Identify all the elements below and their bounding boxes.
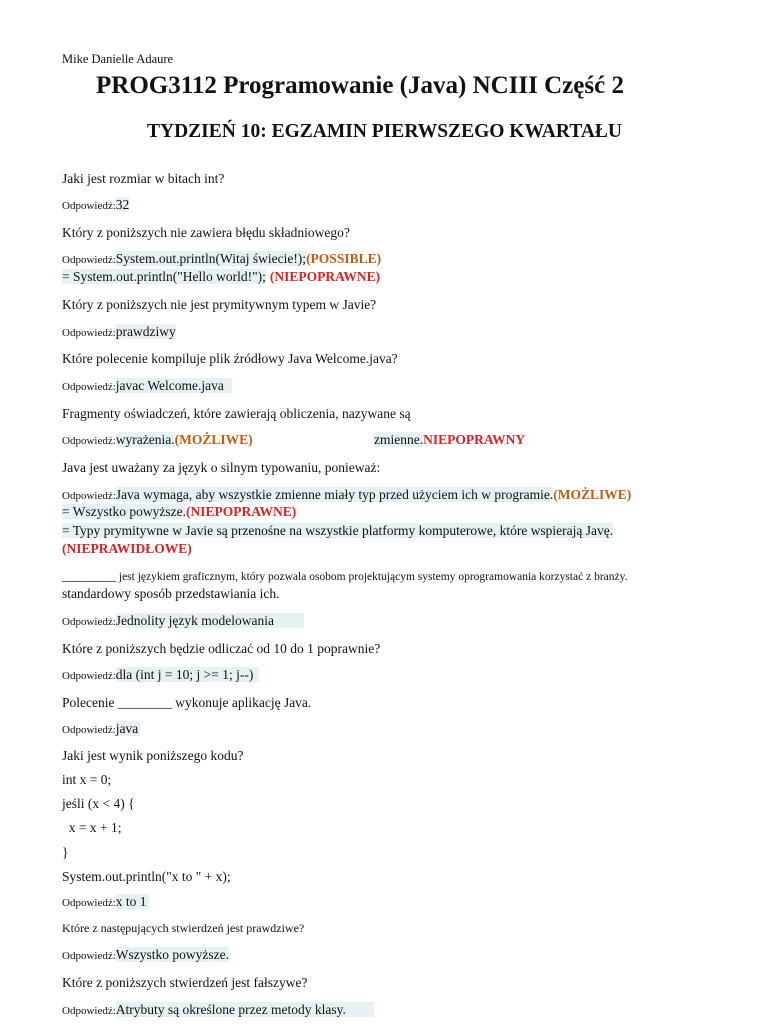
answer-3 — [62, 323, 176, 341]
question-1: Jaki jest rozmiar w bitach int? — [62, 171, 225, 186]
answer-2-tag-1: (POSSIBLE) — [306, 251, 382, 266]
question-7-blank: ________ — [62, 568, 116, 583]
answer-6-tag-2: (NIEPOPRAWNE) — [185, 504, 297, 519]
answer-2-option-1: System.out.println(Witaj świecie!); — [115, 251, 307, 266]
code-line-1: int x = 0; — [62, 772, 112, 787]
answer-2-tag-2: (NIEPOPRAWNE) — [269, 269, 381, 284]
answer-9-text: java — [115, 721, 139, 736]
answer-label: Odpowiedź: — [62, 490, 116, 502]
answer-label: Odpowiedź: — [62, 327, 116, 339]
answer-5-second — [374, 431, 525, 449]
answer-6-line-2 — [62, 503, 296, 521]
answer-9 — [62, 720, 140, 738]
answer-2-line-2 — [62, 268, 380, 286]
answer-label: Odpowiedź: — [62, 435, 116, 447]
answer-10-text: x to 1 — [115, 894, 147, 909]
page-title: PROG3112 Programowanie (Java) NCIII Część 2 — [96, 72, 624, 99]
answer-5-tag-2: NIEPOPRAWNY — [423, 432, 526, 447]
answer-1-text: 32 — [115, 197, 130, 212]
code-line-3: x = x + 1; — [62, 820, 122, 835]
answer-8-text: dla (int j = 10; j >= 1; j--) — [116, 667, 260, 682]
code-line-2: jeśli (x < 4) { — [62, 796, 135, 811]
answer-6-tag-3: (NIEPRAWIDŁOWE) — [62, 541, 192, 556]
question-4: Które polecenie kompiluje plik źródłowy Java Welcome.java? — [62, 351, 398, 366]
code-line-4: } — [62, 845, 69, 860]
answer-label: Odpowiedź: — [62, 616, 116, 628]
answer-12-text: Atrybuty są określone przez metody klasy. — [116, 1002, 374, 1017]
answer-1 — [62, 196, 129, 214]
answer-11-text: Wszystko powyższe. — [115, 947, 229, 962]
code-line-5: System.out.println("x to " + x); — [62, 869, 231, 884]
answer-6-option-2: = Wszystko powyższe. — [62, 504, 186, 519]
question-11: Które z następujących stwierdzeń jest prawdziwe? — [62, 921, 305, 935]
question-3: Który z poniższych nie jest prymitywnym typem w Javie? — [62, 297, 377, 312]
answer-6-line-4 — [62, 540, 192, 558]
question-12: Które z poniższych stwierdzeń jest fałszywe? — [62, 975, 308, 990]
question-5: Fragmenty oświadczeń, które zawierają obliczenia, nazywane są — [62, 406, 411, 421]
answer-7 — [62, 612, 304, 630]
answer-12 — [62, 1001, 374, 1019]
question-7-line-2: standardowy sposób przedstawiania ich. — [62, 586, 280, 601]
answer-11 — [62, 946, 229, 964]
answer-4 — [62, 377, 232, 395]
answer-5-option-2: zmienne. — [374, 432, 424, 447]
question-8: Które z poniższych będzie odliczać od 10 do 1 poprawnie? — [62, 641, 381, 656]
page-subtitle: TYDZIEŃ 10: EGZAMIN PIERWSZEGO KWARTAŁU — [147, 121, 622, 142]
answer-label: Odpowiedź: — [62, 724, 116, 736]
question-7-text: jest językiem graficznym, który pozwala osobom projektującym systemy oprogramowania korzystać z branży. — [116, 571, 628, 583]
author-name: Mike Danielle Adaure — [62, 52, 174, 66]
question-6: Java jest uważany za język o silnym typowaniu, ponieważ: — [62, 460, 381, 475]
answer-3-text: prawdziwy — [115, 324, 176, 339]
question-10: Jaki jest wynik poniższego kodu? — [62, 748, 244, 763]
question-7 — [62, 567, 627, 585]
answer-6-tag-1: (MOŻLIWE) — [553, 487, 632, 502]
answer-8 — [62, 666, 259, 684]
answer-label: Odpowiedź: — [62, 254, 116, 266]
answer-6-line-3 — [62, 522, 613, 540]
question-2: Który z poniższych nie zawiera błędu składniowego? — [62, 225, 350, 240]
answer-6-option-1: Java wymaga, aby wszystkie zmienne miały typ przed użyciem ich w programie. — [115, 487, 554, 502]
answer-label: Odpowiedź: — [62, 897, 116, 909]
answer-10 — [62, 893, 149, 911]
answer-5 — [62, 431, 253, 449]
question-9: Polecenie ________ wykonuje aplikację Java. — [62, 695, 312, 710]
answer-7-text: Jednolity język modelowania — [116, 613, 304, 628]
answer-label: Odpowiedź: — [62, 381, 116, 393]
answer-5-option-1: wyrażenia. — [115, 432, 175, 447]
answer-5-tag-1: (MOŻLIWE) — [174, 432, 253, 447]
answer-6 — [62, 486, 631, 504]
answer-2 — [62, 250, 381, 268]
answer-label: Odpowiedź: — [62, 1005, 116, 1017]
answer-2-option-2: = System.out.println("Hello world!"); — [62, 269, 266, 284]
answer-4-text: javac Welcome.java — [116, 378, 232, 393]
answer-label: Odpowiedź: — [62, 670, 116, 682]
answer-6-option-3: = Typy prymitywne w Javie są przenośne na wszystkie platformy komputerowe, które wspierają Javę. — [62, 523, 614, 538]
answer-label: Odpowiedź: — [62, 200, 116, 212]
answer-label: Odpowiedź: — [62, 950, 116, 962]
